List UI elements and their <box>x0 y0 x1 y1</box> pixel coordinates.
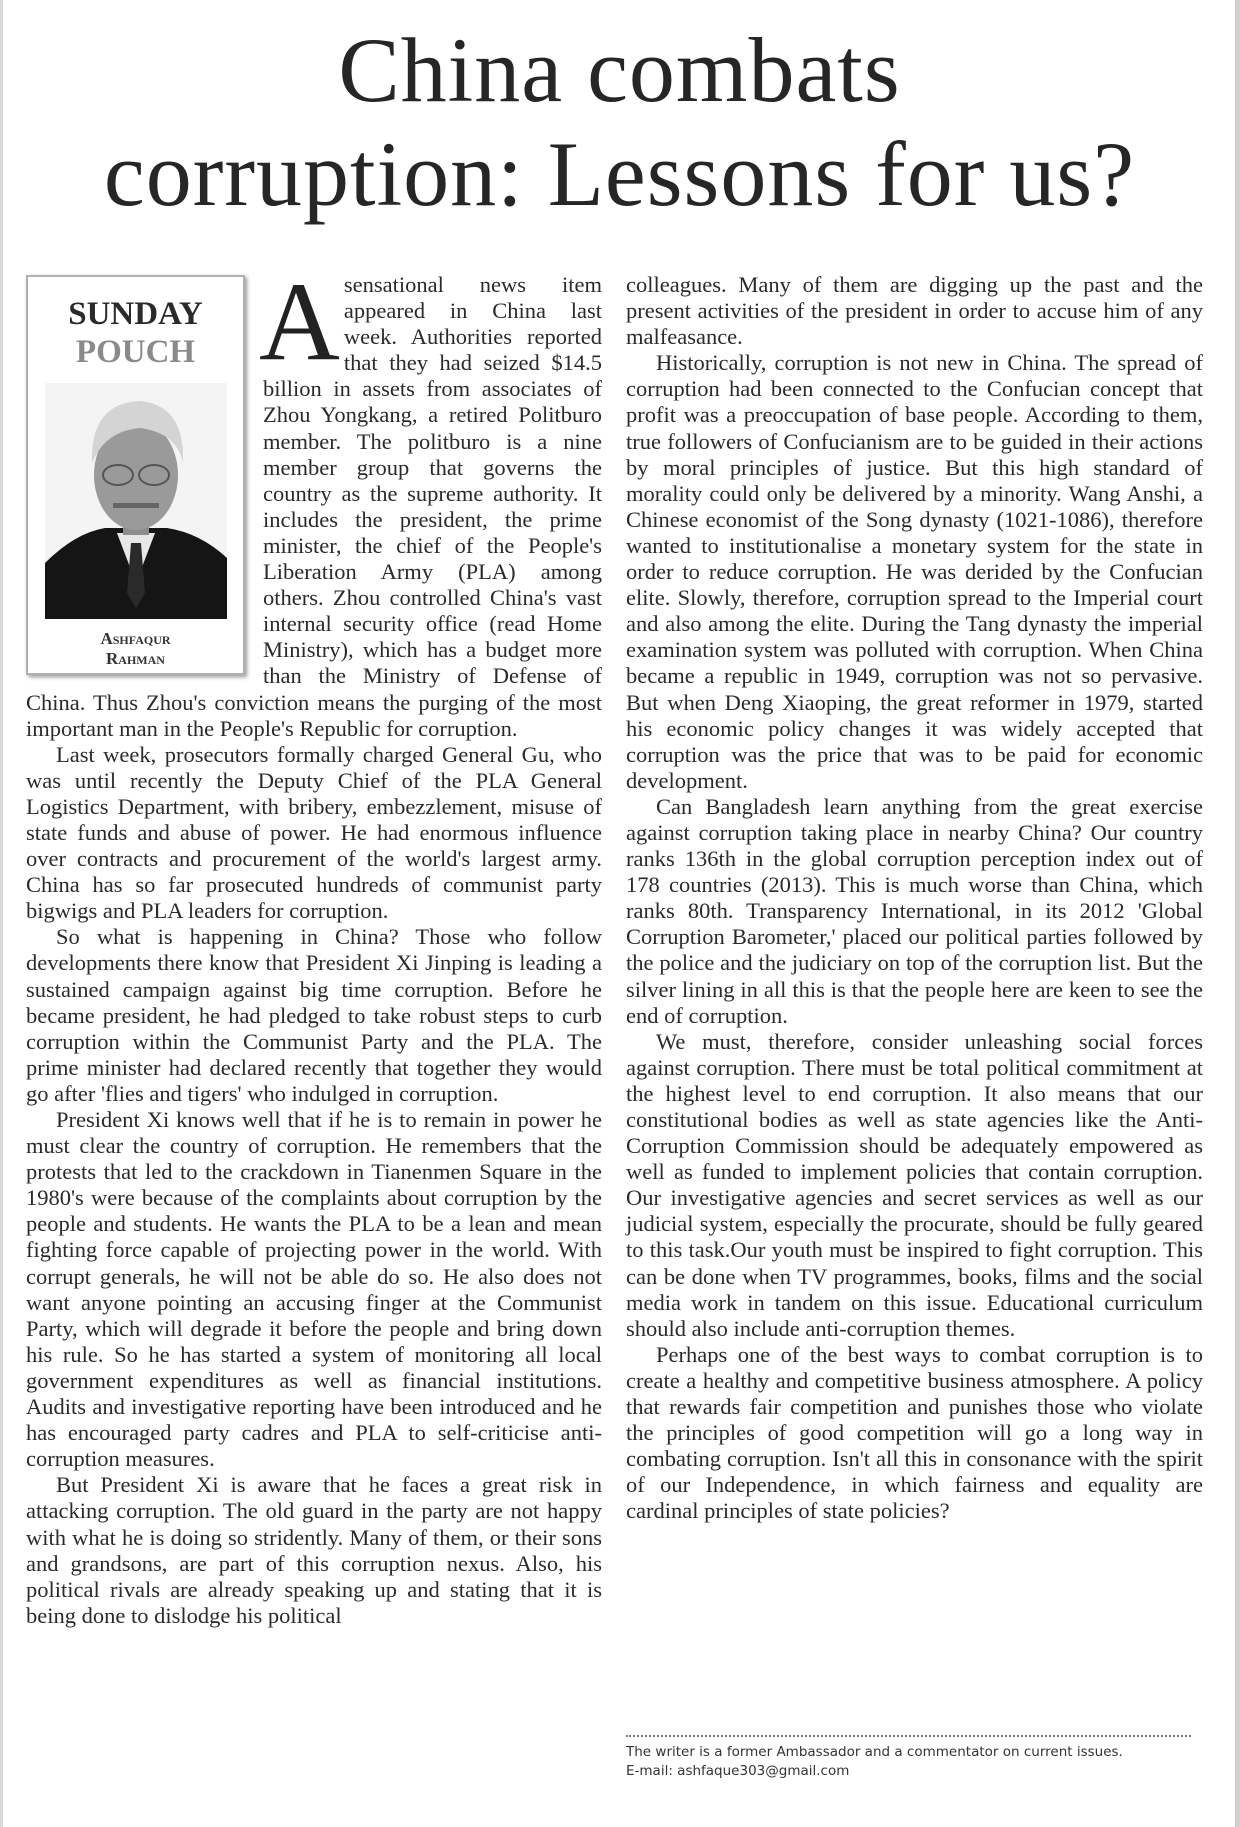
paragraph: colleagues. Many of them are digging up the past and the present activities of the president in order to accuse him of any malfeasance. <box>626 272 1203 350</box>
paragraph: Historically, corruption is not new in China. The spread of corruption had been connected to the Confucian concept that profit was a preoccupation of base people. According to them, true followers of Confucianism are to be guided in their actions by moral principles of justice. But this high standard of morality could only be delivered by a minority. Wang Anshi, a Chinese economist of the Song dynasty (1021-1086), therefore wanted to institutionalise a monetary system for the state in order to reduce corruption. He was derided by the Confucian elite. Slowly, therefore, corruption spread to the Imperial court and also among the elite. During the Tang dynasty the imperial examination system was polluted with corruption. When China became a republic in 1949, corruption was not so pervasive. But when Deng Xiaoping, the great reformer in 1979, started his economic policy changes it was widely accepted that corruption was the price that was to be paid for economic development. <box>626 350 1203 793</box>
paragraph: Last week, prosecutors formally charged General Gu, who was until recently the Deputy Chief of the PLA General Logistics Department, with bribery, embezzlement, misuse of state funds and abuse of power. He had enormous influence over contracts and procurement of the world's largest army. China has so far prosecuted hundreds of communist party bigwigs and PLA leaders for corruption. <box>26 741 602 924</box>
article-column-right <box>626 272 1203 1525</box>
author-bio: The writer is a former Ambassador and a commentator on current issues. <box>626 1744 1123 1760</box>
paragraph: We must, therefore, consider unleashing social forces against corruption. There must be total political commitment at the highest level to end corruption. It also means that our constitutional bodies as well as state agencies like the Anti- Corruption Commission should be adequately empowered as well as funded to implement policies that contain corruption. Our investigative agencies and secret services as well as our judicial system, especially the procurate, should be fully geared to this task.Our youth must be inspired to fight corruption. This can be done when TV programmes, books, films and the social media work in tandem on this issue. Educational curriculum should also include anti-corruption themes. <box>626 1028 1203 1341</box>
headline-line-2: corruption: Lessons for us? <box>103 123 1136 225</box>
dotted-divider <box>626 1735 1191 1737</box>
column-kicker-pouch: POUCH <box>75 334 196 370</box>
paragraph: Perhaps one of the best ways to combat corruption is to create a healthy and competitive business atmosphere. A policy that rewards fair competition and punishes those who violate the principles of good competition will go a long way in combating corruption. Isn't all this in consonance with the spirit of our Independence, in which fairness and equality are cardinal principles of state policies? <box>626 1341 1203 1524</box>
article-column-left <box>26 260 602 1629</box>
paragraph: President Xi knows well that if he is to remain in power he must clear the country of corruption. He remembers that the protests that led to the crackdown in Tianenmen Square in the 1980's were because of the complaints about corruption by the people and students. He wants the PLA to be a lean and mean fighting force capable of projecting power in the world. With corrupt generals, he will not be able do so. He also does not want anyone pointing an accusing finger at the Communist Party, which will degrade it before the people and bring down his rule. So he has started a system of monitoring all local government expenditures as well as financial institutions. Audits and investigative reporting have been introduced and he has encouraged party cadres and PLA to self-criticise anti-corruption measures. <box>26 1107 602 1472</box>
column-badge-box <box>26 275 245 675</box>
headline <box>0 18 1239 226</box>
page-edge-left <box>0 0 3 1827</box>
column-kicker-sunday: SUNDAY <box>68 296 203 332</box>
author-photo <box>45 383 227 619</box>
author-footer <box>626 1735 1196 1781</box>
paragraph: So what is happening in China? Those who follow developments there know that President Xi Jinping is leading a sustained campaign against big time corruption. Before he became president, he had pledged to take robust steps to curb corruption within the Communist Party and the PLA. The prime minister had declared recently that together they would go after 'flies and tigers' who indulged in corruption. <box>26 924 602 1106</box>
paragraph: But President Xi is aware that he faces a great risk in attacking corruption. The old guard in the party are not happy with what he is doing so stridently. Many of them, or their sons and grandsons, are part of this corruption nexus. Also, his political rivals are already speaking up and stating that it is being done to dislodge his political <box>26 1472 602 1628</box>
paragraph: sensational news item appeared in China last week. Authorities reported that they had seized $14.5 billion in assets from associates of Zhou Yongkang, a retired Politburo member. The politburo is a nine member group that governs the country as the supreme authority. It includes the president, the prime minister, the chief of the People's Liberation Army (PLA) among others. Zhou controlled China's vast internal security office (read Home Ministry), which has a budget more than the Ministry of Defense of China. Thus Zhou's conviction means the purging of the most important man in the People's Republic for corruption. <box>26 272 602 741</box>
paragraph: Can Bangladesh learn anything from the great exercise against corruption taking place in nearby China? Our country ranks 136th in the global corruption perception index out of 178 countries (2013). This is much worse than China, which ranks 80th. Transparency International, in its 2012 'Global Corruption Barometer,' placed our political parties followed by the police and the judiciary on top of the corruption list. But the silver lining in all this is that the people here are keen to see the end of corruption. <box>626 793 1203 1028</box>
author-byline <box>28 629 243 669</box>
author-first-name: Ashfaqur <box>100 629 171 648</box>
page-edge-right <box>1235 0 1239 1827</box>
headline-line-1: China combats <box>338 19 901 121</box>
author-email: E-mail: ashfaque303@gmail.com <box>626 1763 850 1779</box>
author-last-name: Rahman <box>106 649 165 668</box>
drop-cap: A <box>259 260 340 384</box>
